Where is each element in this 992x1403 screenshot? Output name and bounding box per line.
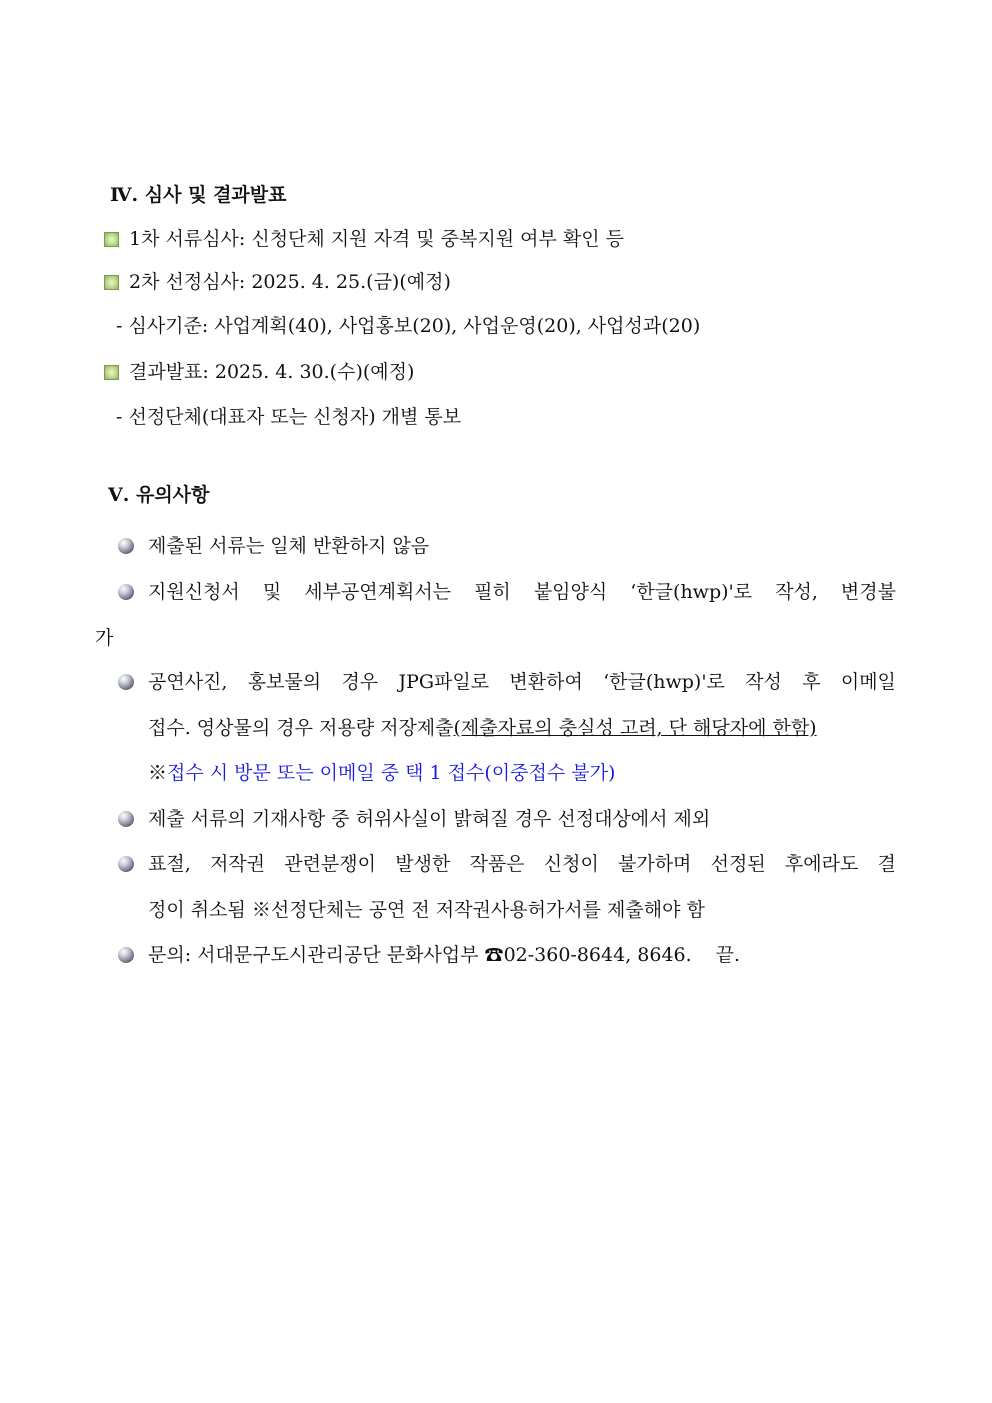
blue-notice: 접수 시 방문 또는 이메일 중 택 1 접수(이중접수 불가)	[167, 762, 616, 784]
end-mark: 끝.	[715, 944, 741, 966]
round-bullet-icon	[118, 538, 134, 554]
word: 세부공연계획서는	[304, 581, 452, 603]
phone-number: 02-360-8644, 8646.	[503, 944, 692, 966]
list-item: 문의: 서대문구도시관리공단 문화사업부 ☎02-360-8644, 8646. 끝.	[118, 943, 740, 967]
word: 지원신청서	[148, 581, 240, 603]
list-item-continuation: 접수. 영상물의 경우 저용량 저장제출(제출자료의 충실성 고려, 단 해당자에 한함)	[148, 717, 817, 739]
word: ‘한글(hwp)'로	[630, 581, 753, 603]
round-bullet-icon	[118, 947, 134, 963]
underlined-note: (제출자료의 충실성 고려, 단 해당자에 한함)	[453, 717, 817, 739]
word: 경우	[341, 671, 379, 693]
section-5-title: Ⅴ. 유의사항	[108, 484, 210, 506]
word: 후	[802, 671, 821, 693]
reference-mark: ※	[148, 762, 168, 784]
list-item-continuation: 정이 취소됨 ※선정단체는 공연 전 저작권사용허가서를 제출해야 함	[148, 899, 705, 921]
word: 후에라도	[784, 853, 859, 875]
list-item	[118, 670, 896, 694]
list-item: 2차 선정심사: 2025. 4. 25.(금)(예정)	[104, 270, 451, 294]
word: 작품은	[469, 853, 525, 875]
justified-line	[148, 670, 896, 694]
notice-line	[148, 761, 615, 785]
word: JPG파일로	[398, 671, 490, 693]
word: 공연사진,	[148, 671, 228, 693]
list-item	[118, 852, 896, 876]
word: ‘한글(hwp)'로	[603, 671, 725, 693]
word: 결	[877, 853, 896, 875]
word: 선정된	[710, 853, 766, 875]
word: 표절,	[148, 853, 191, 875]
list-item: - 심사기준: 사업계획(40), 사업홍보(20), 사업운영(20), 사업성과(20)	[116, 315, 701, 337]
word: 홍보물의	[247, 671, 322, 693]
list-item: 결과발표: 2025. 4. 30.(수)(예정)	[104, 360, 414, 384]
word: 변환하여	[509, 671, 583, 693]
word: 이메일	[840, 671, 896, 693]
square-bullet-icon	[104, 365, 119, 380]
round-bullet-icon	[118, 811, 134, 827]
word: 작성,	[775, 581, 818, 603]
word: 관련분쟁이	[284, 853, 376, 875]
word: 작성	[745, 671, 782, 693]
round-bullet-icon	[118, 674, 134, 690]
list-item: 1차 서류심사: 신청단체 지원 자격 및 중복지원 여부 확인 등	[104, 227, 624, 251]
word: 신청이	[543, 853, 599, 875]
word: 필히	[474, 581, 511, 603]
word: 불가하며	[618, 853, 692, 875]
word: 발생한	[395, 853, 451, 875]
phone-icon: ☎	[484, 944, 504, 966]
justified-line	[148, 580, 896, 604]
justified-line	[148, 852, 896, 876]
list-item-continuation: 가	[95, 627, 114, 649]
square-bullet-icon	[104, 232, 119, 247]
section-4-title: Ⅳ. 심사 및 결과발표	[110, 184, 287, 206]
list-item: 제출 서류의 기재사항 중 허위사실이 밝혀질 경우 선정대상에서 제외	[118, 807, 710, 831]
list-item: - 선정단체(대표자 또는 신청자) 개별 통보	[116, 406, 462, 428]
list-item: 제출된 서류는 일체 반환하지 않음	[118, 534, 429, 558]
list-item	[118, 580, 896, 604]
round-bullet-icon	[118, 584, 134, 600]
round-bullet-icon	[118, 856, 134, 872]
word: 및	[262, 581, 282, 603]
square-bullet-icon	[104, 275, 119, 290]
word: 붙임양식	[533, 581, 608, 603]
word: 변경불	[840, 581, 896, 603]
word: 저작권	[209, 853, 266, 875]
